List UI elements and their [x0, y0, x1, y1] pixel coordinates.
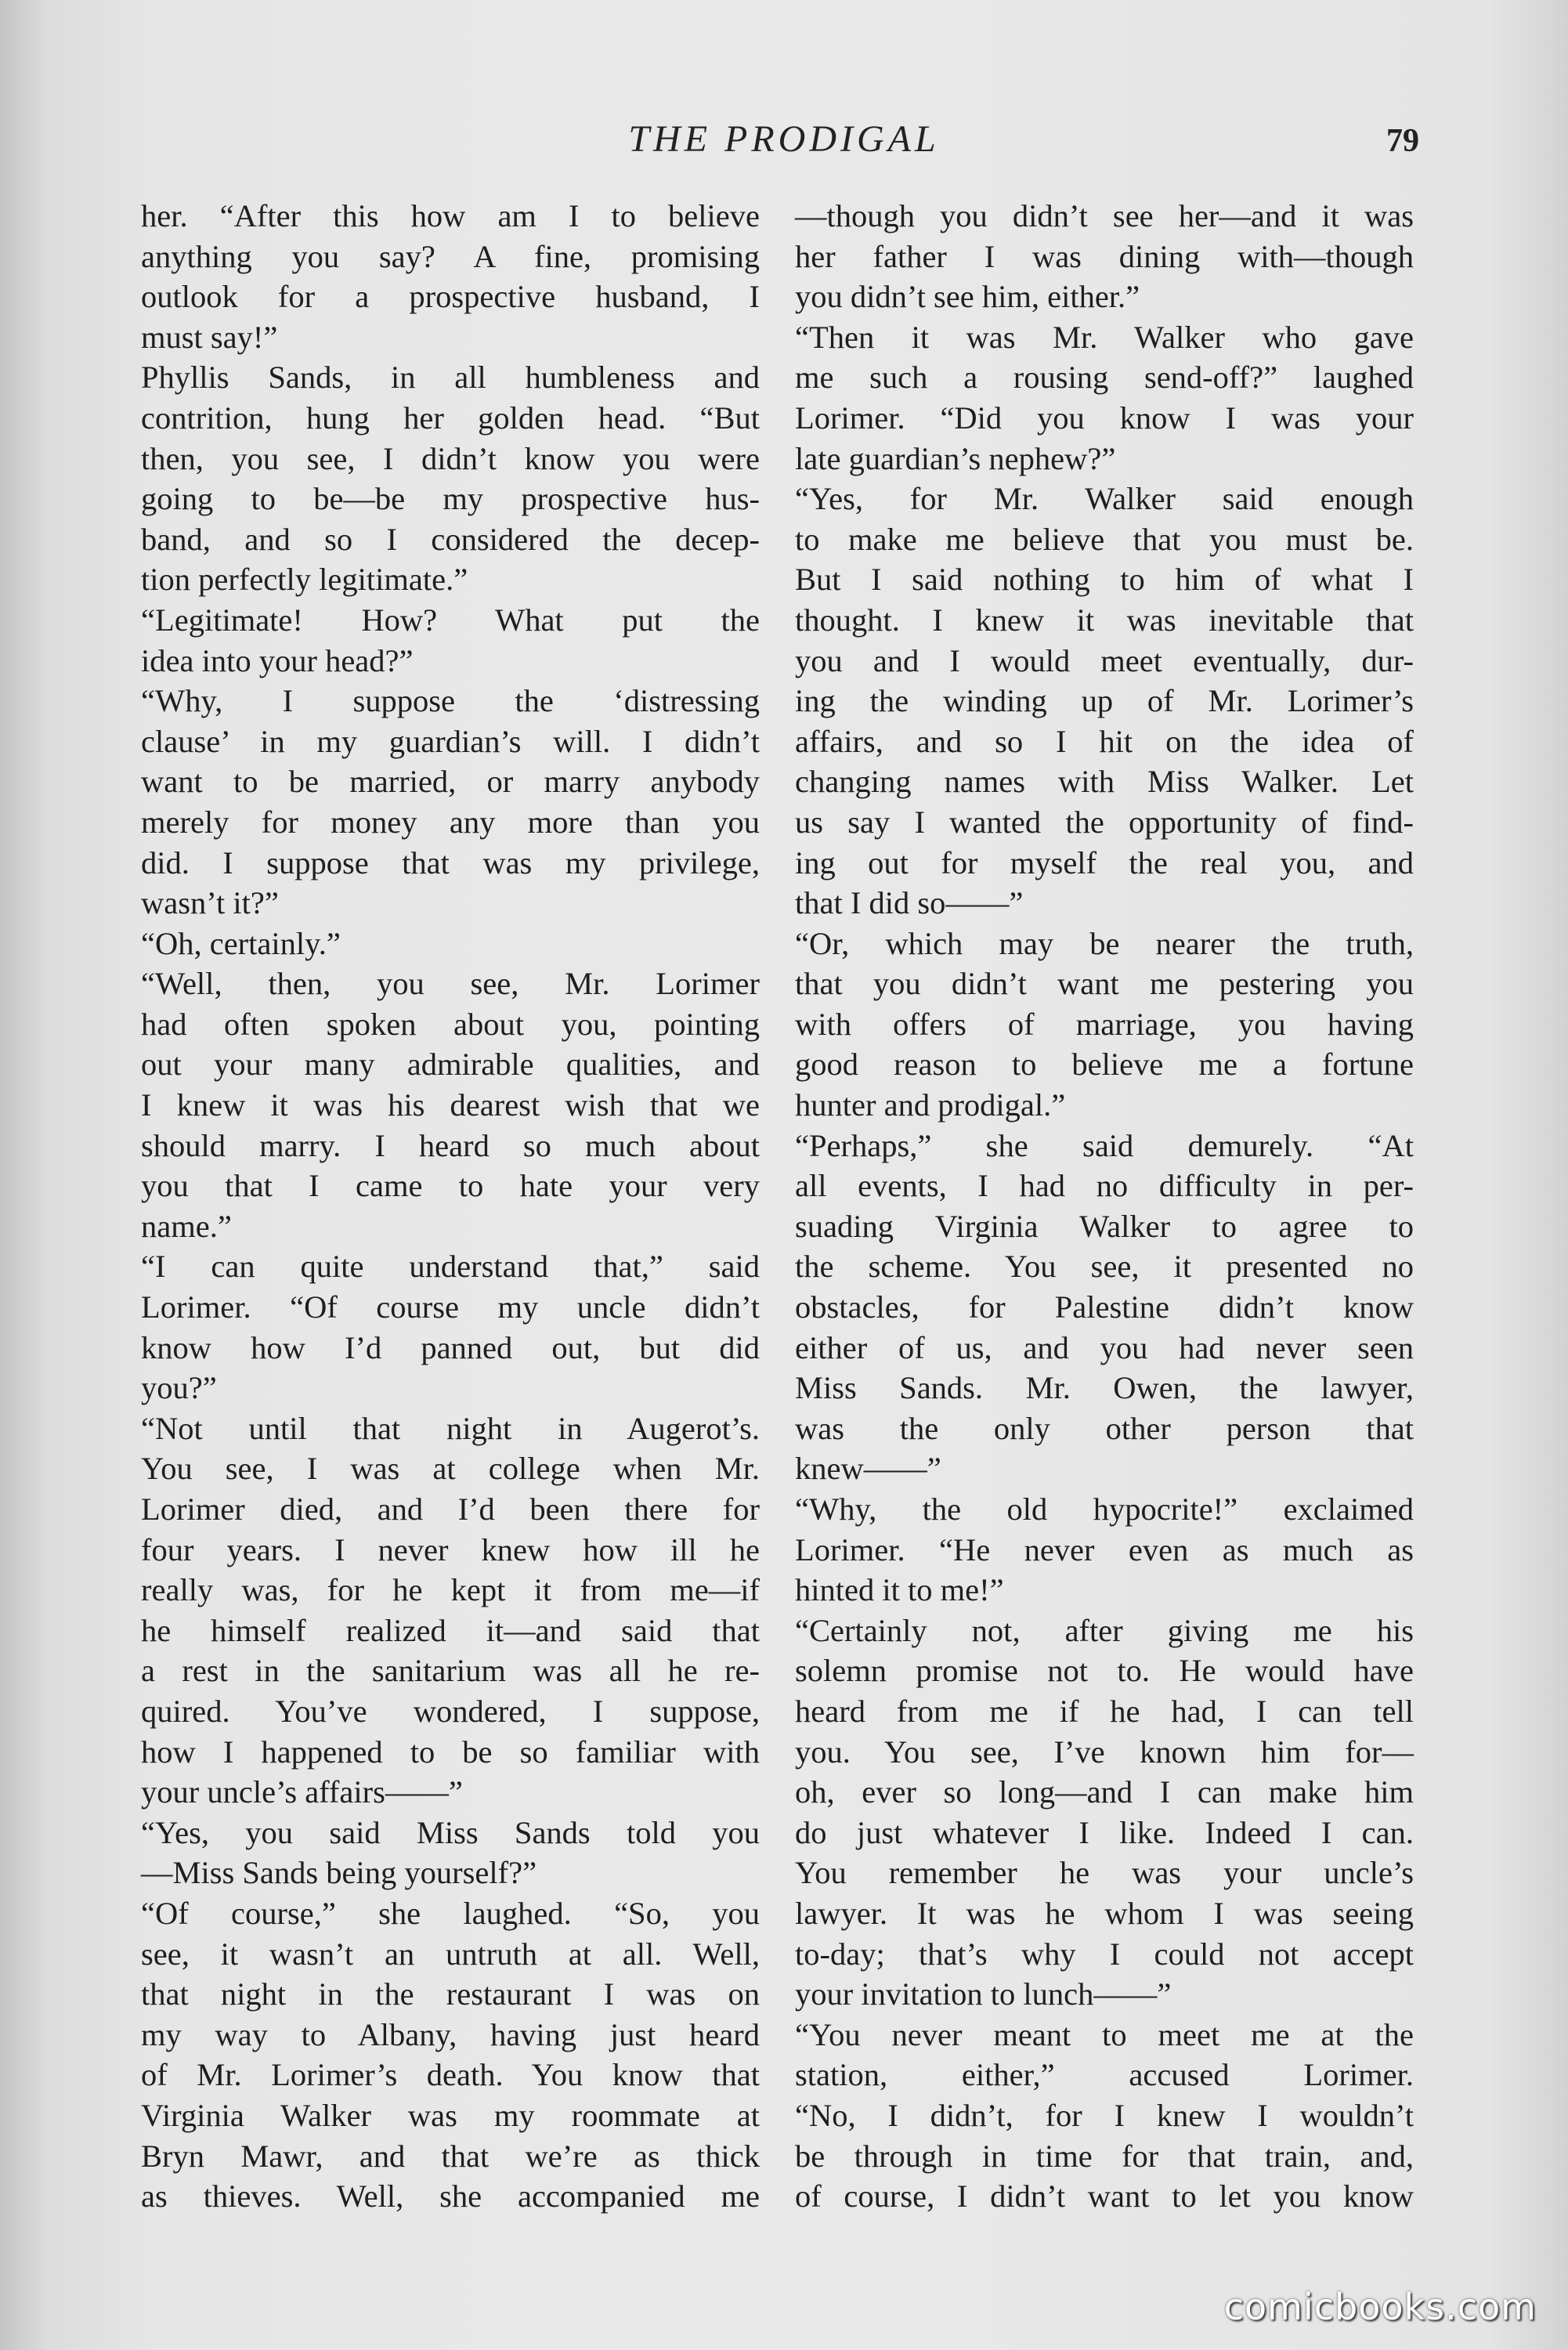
text-line: You remember he was your uncle’s	[795, 1855, 1414, 1891]
text-line: to-day; that’s why I could not accept	[795, 1936, 1414, 1972]
text-line: —though you didn’t see her—and it was	[795, 198, 1414, 233]
text-line: knew——”	[795, 1451, 941, 1487]
text-line: outlook for a prospective husband, I	[141, 279, 760, 315]
text-line: should marry. I heard so much about	[141, 1127, 760, 1163]
text-line: “You never meant to meet me at the	[795, 2016, 1414, 2052]
text-line: good reason to believe me a fortune	[795, 1047, 1414, 1083]
text-line: be through in time for that train, and,	[795, 2138, 1414, 2174]
page-number: 79	[1386, 123, 1419, 159]
text-line: her father I was dining with—though	[795, 238, 1414, 274]
text-line: your uncle’s affairs——”	[141, 1774, 463, 1810]
text-line: you didn’t see him, either.”	[795, 279, 1140, 315]
text-line: all events, I had no difficulty in per-	[795, 1168, 1414, 1204]
text-line: “I can quite understand that,” said	[141, 1249, 760, 1285]
text-line: of Mr. Lorimer’s death. You know that	[141, 2057, 760, 2093]
text-line: Lorimer. “He never even as much as	[795, 1531, 1414, 1567]
text-line: Phyllis Sands, in all humbleness and	[141, 360, 760, 396]
text-line: hinted it to me!”	[795, 1572, 1004, 1608]
text-line: “No, I didn’t, for I knew I wouldn’t	[795, 2097, 1414, 2133]
text-line: that night in the restaurant I was on	[141, 1976, 760, 2012]
text-line: “Of course,” she laughed. “So, you	[141, 1895, 760, 1931]
text-line: of course, I didn’t want to let you know	[795, 2178, 1414, 2214]
text-line: know how I’d panned out, but did	[141, 1329, 760, 1365]
text-line: he himself realized it—and said that	[141, 1612, 760, 1648]
text-line: my way to Albany, having just heard	[141, 2016, 760, 2052]
text-line: solemn promise not to. He would have	[795, 1653, 1414, 1689]
text-line: changing names with Miss Walker. Let	[795, 764, 1414, 800]
text-line: you. You see, I’ve known him for—	[795, 1734, 1414, 1770]
text-line: either of us, and you had never seen	[795, 1329, 1414, 1365]
text-line: band, and so I considered the decep-	[141, 521, 760, 557]
text-line: must say!”	[141, 319, 278, 355]
text-line: “Or, which may be nearer the truth,	[795, 925, 1414, 961]
text-line: quired. You’ve wondered, I suppose,	[141, 1693, 760, 1729]
text-line: me such a rousing send-off?” laughed	[795, 360, 1414, 396]
text-line: that I did so——”	[795, 885, 1024, 921]
text-line: want to be married, or marry anybody	[141, 764, 760, 800]
text-line: clause’ in my guardian’s will. I didn’t	[141, 723, 760, 759]
text-line: had often spoken about you, pointing	[141, 1006, 760, 1042]
text-line: us say I wanted the opportunity of find-	[795, 804, 1414, 840]
text-line: did. I suppose that was my privilege,	[141, 844, 760, 880]
text-line: hunter and prodigal.”	[795, 1087, 1066, 1123]
text-line: how I happened to be so familiar with	[141, 1734, 760, 1770]
text-line: “Then it was Mr. Walker who gave	[795, 319, 1414, 355]
text-line: merely for money any more than you	[141, 804, 760, 840]
text-line: see, it wasn’t an untruth at all. Well,	[141, 1936, 760, 1972]
text-line: “Legitimate! How? What put the	[141, 602, 760, 638]
text-line: do just whatever I like. Indeed I can.	[795, 1814, 1414, 1850]
text-line: tion perfectly legitimate.”	[141, 562, 468, 598]
text-line: “Well, then, you see, Mr. Lorimer	[141, 966, 760, 1002]
text-line: “Not until that night in Augerot’s.	[141, 1410, 760, 1446]
text-line: wasn’t it?”	[141, 885, 279, 921]
text-line: Lorimer. “Did you know I was your	[795, 400, 1414, 436]
text-line: Lorimer died, and I’d been there for	[141, 1491, 760, 1527]
text-line: “Yes, you said Miss Sands told you	[141, 1814, 760, 1850]
text-line: a rest in the sanitarium was all he re-	[141, 1653, 760, 1689]
text-line: “Oh, certainly.”	[141, 925, 341, 961]
text-line: was the only other person that	[795, 1410, 1414, 1446]
text-line: Miss Sands. Mr. Owen, the lawyer,	[795, 1370, 1414, 1406]
watermark-text: comicbooks.com	[1223, 2286, 1537, 2328]
right-text-column	[795, 196, 1414, 2217]
text-line: heard from me if he had, I can tell	[795, 1693, 1414, 1729]
text-line: “Why, I suppose the ‘distressing	[141, 683, 760, 719]
text-line: ing out for myself the real you, and	[795, 844, 1414, 880]
text-line: really was, for he kept it from me—if	[141, 1572, 760, 1608]
text-line: contrition, hung her golden head. “But	[141, 400, 760, 436]
text-line: You see, I was at college when Mr.	[141, 1451, 760, 1487]
text-line: idea into your head?”	[141, 642, 414, 678]
text-line: you?”	[141, 1370, 217, 1406]
text-line: you and I would meet eventually, dur-	[795, 642, 1414, 678]
text-line: suading Virginia Walker to agree to	[795, 1208, 1414, 1244]
left-text-column	[141, 196, 760, 2217]
text-line: anything you say? A fine, promising	[141, 238, 760, 274]
text-line: you that I came to hate your very	[141, 1168, 760, 1204]
text-line: “Yes, for Mr. Walker said enough	[795, 481, 1414, 517]
text-line: station, either,” accused Lorimer.	[795, 2057, 1414, 2093]
text-line: “Why, the old hypocrite!” exclaimed	[795, 1491, 1414, 1527]
text-line: Lorimer. “Of course my uncle didn’t	[141, 1289, 760, 1325]
text-line: name.”	[141, 1208, 232, 1244]
text-line: the scheme. You see, it presented no	[795, 1249, 1414, 1285]
text-line: with offers of marriage, you having	[795, 1006, 1414, 1042]
text-line: But I said nothing to him of what I	[795, 562, 1414, 598]
text-line: obstacles, for Palestine didn’t know	[795, 1289, 1414, 1325]
text-line: affairs, and so I hit on the idea of	[795, 723, 1414, 759]
text-line: Bryn Mawr, and that we’re as thick	[141, 2138, 760, 2174]
text-line: to make me believe that you must be.	[795, 521, 1414, 557]
text-line: “Certainly not, after giving me his	[795, 1612, 1414, 1648]
text-line: I knew it was his dearest wish that we	[141, 1087, 760, 1123]
text-line: oh, ever so long—and I can make him	[795, 1774, 1414, 1810]
text-line: that you didn’t want me pestering you	[795, 966, 1414, 1002]
text-line: your invitation to lunch——”	[795, 1976, 1172, 2012]
text-line: “Perhaps,” she said demurely. “At	[795, 1127, 1414, 1163]
text-line: her. “After this how am I to believe	[141, 198, 760, 233]
text-line: thought. I knew it was inevitable that	[795, 602, 1414, 638]
text-line: ing the winding up of Mr. Lorimer’s	[795, 683, 1414, 719]
text-line: lawyer. It was he whom I was seeing	[795, 1895, 1414, 1931]
text-line: as thieves. Well, she accompanied me	[141, 2178, 760, 2214]
text-line: out your many admirable qualities, and	[141, 1047, 760, 1083]
running-title: THE PRODIGAL	[628, 118, 940, 160]
text-line: late guardian’s nephew?”	[795, 440, 1116, 476]
running-header	[0, 118, 1568, 172]
text-line: four years. I never knew how ill he	[141, 1531, 760, 1567]
text-line: —Miss Sands being yourself?”	[141, 1855, 537, 1891]
text-line: going to be—be my prospective hus-	[141, 481, 760, 517]
text-line: then, you see, I didn’t know you were	[141, 440, 760, 476]
text-line: Virginia Walker was my roommate at	[141, 2097, 760, 2133]
